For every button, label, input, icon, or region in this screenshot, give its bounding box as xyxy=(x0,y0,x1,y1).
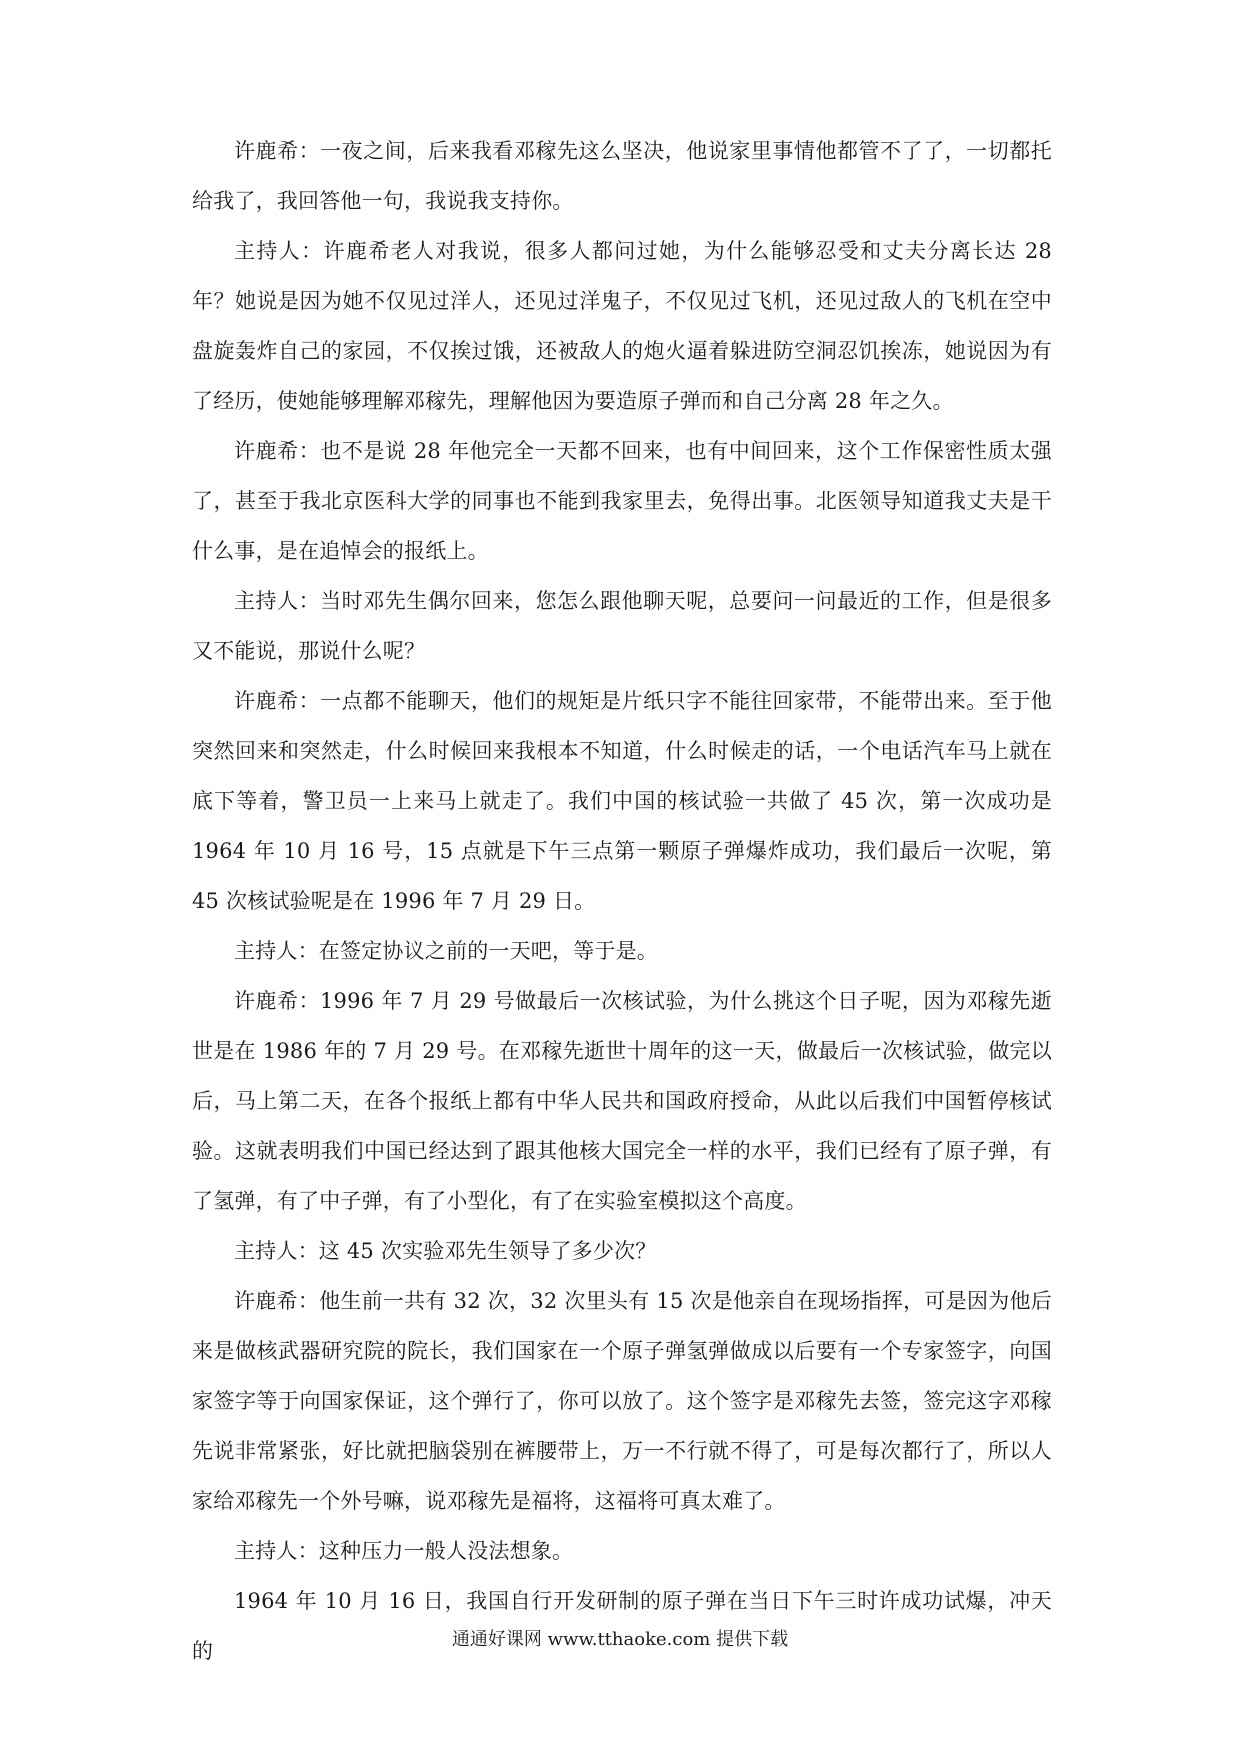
paragraph-11: 1964 年 10 月 16 日，我国自行开发研制的原子弹在当日下午三时许成功试爆，冲天的 xyxy=(192,1589,1052,1663)
document-body xyxy=(192,126,1052,1676)
paragraph-5: 许鹿希：一点都不能聊天，他们的规矩是片纸只字不能往回家带，不能带出来。至于他突然回来和突然走，什么时候回来我根本不知道，什么时候走的话，一个电话汽车马上就在底下等着，警卫员一上来马上就走了。我们中国的核试验一共做了 45 次，第一次成功是 1964 年 10 月 16 号，15 点就是下午三点第一颗原子弹爆炸成功，我们最后一次呢，第 45 次核试验呢是在 1996 年 7 月 29 日。 xyxy=(192,689,1052,913)
paragraph-4: 主持人：当时邓先生偶尔回来，您怎么跟他聊天呢，总要问一问最近的工作，但是很多又不能说，那说什么呢？ xyxy=(192,589,1052,663)
paragraph-1: 许鹿希：一夜之间，后来我看邓稼先这么坚决，他说家里事情他都管不了了，一切都托给我了，我回答他一句，我说我支持你。 xyxy=(192,139,1052,213)
paragraph-8: 主持人：这 45 次实验邓先生领导了多少次？ xyxy=(234,1239,657,1263)
paragraph-9: 许鹿希：他生前一共有 32 次，32 次里头有 15 次是他亲自在现场指挥，可是因为他后来是做核武器研究院的院长，我们国家在一个原子弹氢弹做成以后要有一个专家签字，向国家签字等于向国家保证，这个弹行了，你可以放了。这个签字是邓稼先去签，签完这字邓稼先说非常紧张，好比就把脑袋别在裤腰带上，万一不行就不得了，可是每次都行了，所以人家给邓稼先一个外号嘛，说邓稼先是福将，这福将可真太难了。 xyxy=(192,1289,1052,1513)
paragraph-3: 许鹿希：也不是说 28 年他完全一天都不回来，也有中间回来，这个工作保密性质太强了，甚至于我北京医科大学的同事也不能到我家里去，免得出事。北医领导知道我丈夫是干什么事，是在追悼会的报纸上。 xyxy=(192,439,1052,563)
paragraph-6: 主持人：在签定协议之前的一天吧，等于是。 xyxy=(234,939,658,963)
paragraph-2: 主持人：许鹿希老人对我说，很多人都问过她，为什么能够忍受和丈夫分离长达 28 年？她说是因为她不仅见过洋人，还见过洋鬼子，不仅见过飞机，还见过敌人的飞机在空中盘旋轰炸自己的家园，不仅挨过饿，还被敌人的炮火逼着躲进防空洞忍饥挨冻，她说因为有了经历，使她能够理解邓稼先，理解他因为要造原子弹而和自己分离 28 年之久。 xyxy=(192,239,1052,413)
page-footer: 通通好课网 www.tthaoke.com 提供下载 xyxy=(451,1629,789,1650)
paragraph-10: 主持人：这种压力一般人没法想象。 xyxy=(234,1539,574,1563)
paragraph-7: 许鹿希：1996 年 7 月 29 号做最后一次核试验，为什么挑这个日子呢，因为邓稼先逝世是在 1986 年的 7 月 29 号。在邓稼先逝世十周年的这一天，做最后一次核试验，做完以后，马上第二天，在各个报纸上都有中华人民共和国政府授命，从此以后我们中国暂停核试验。这就表明我们中国已经达到了跟其他核大国完全一样的水平，我们已经有了原子弹，有了氢弹，有了中子弹，有了小型化，有了在实验室模拟这个高度。 xyxy=(192,989,1052,1213)
